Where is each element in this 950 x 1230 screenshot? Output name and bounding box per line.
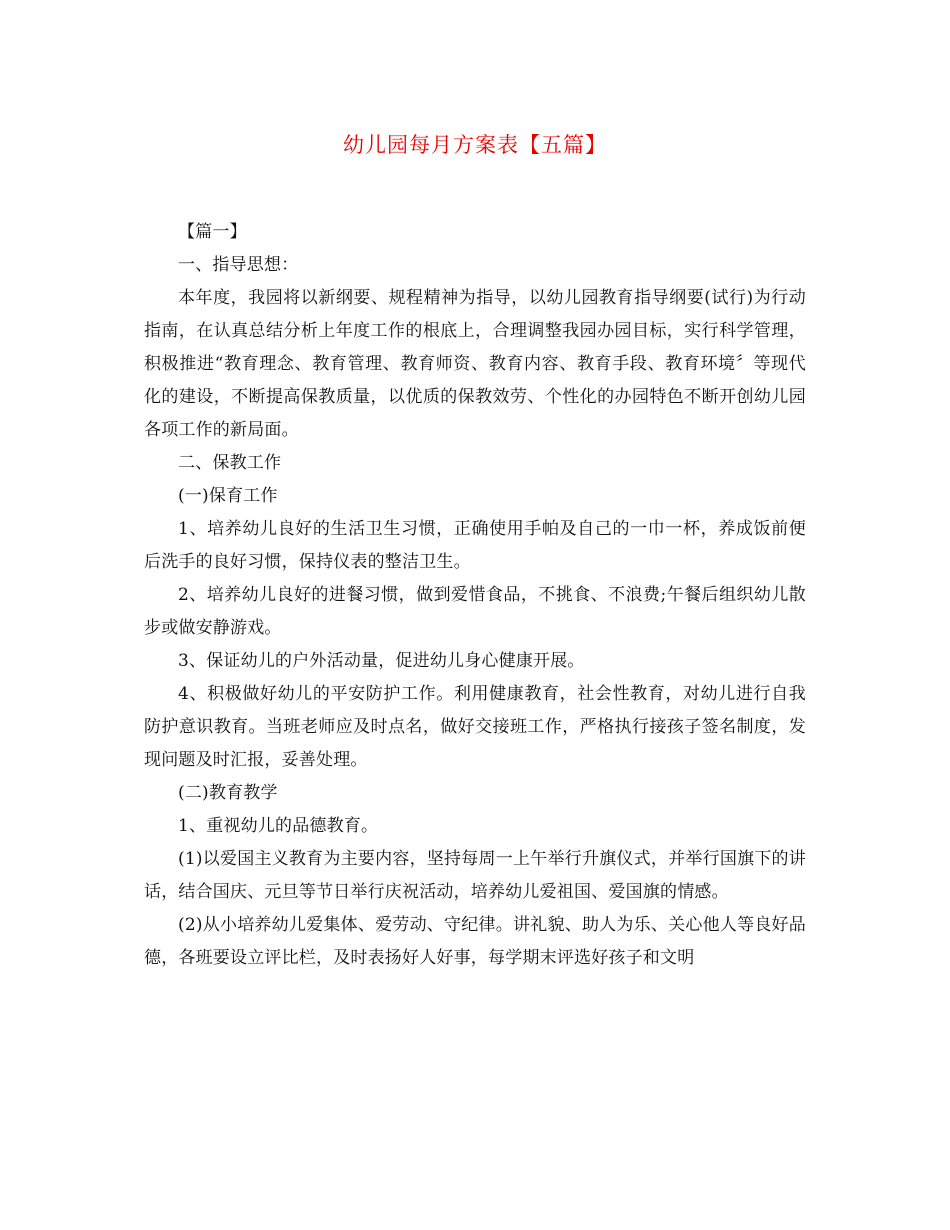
heading-care-education: 二、保教工作 xyxy=(178,453,282,473)
subheading-care-work: (一)保育工作 xyxy=(178,486,278,506)
heading-guiding-thought: 一、指导思想： xyxy=(178,255,299,275)
subheading-teaching: (二)教育教学 xyxy=(178,783,278,803)
document-title: 幼儿园每月方案表【五篇】 xyxy=(343,133,607,157)
paragraph: 2、培养幼儿良好的进餐习惯，做到爱惜食品，不挑食、不浪费;午餐后组织幼儿散步或做安静游戏。 xyxy=(144,585,806,638)
paragraph: (2)从小培养幼儿爱集体、爱劳动、守纪律。讲礼貌、助人为乐、关心他人等良好品德，各班要设立评比栏，及时表扬好人好事，每学期末评选好孩子和文明 xyxy=(144,915,806,968)
paragraph: (1)以爱国主义教育为主要内容，坚持每周一上午举行升旗仪式，并举行国旗下的讲话，结合国庆、元旦等节日举行庆祝活动，培养幼儿爱祖国、爱国旗的情感。 xyxy=(144,849,806,902)
document-body xyxy=(144,216,806,975)
paragraph: 4、积极做好幼儿的平安防护工作。利用健康教育，社会性教育，对幼儿进行自我防护意识教育。当班老师应及时点名，做好交接班工作，严格执行接孩子签名制度，发现问题及时汇报，妥善处理。 xyxy=(144,684,806,770)
paragraph: 本年度，我园将以新纲要、规程精神为指导，以幼儿园教育指导纲要(试行)为行动指南，在认真总结分析上年度工作的根底上，合理调整我园办园目标，实行科学管理，积极推进“教育理念、教育管理、教育师资、教育内容、教育手段、教育环境〞等现代化的建设，不断提高保教质量，以优质的保教效劳、个性化的办园特色不断开创幼儿园各项工作的新局面。 xyxy=(144,288,806,440)
paragraph: 1、培养幼儿良好的生活卫生习惯，正确使用手帕及自己的一巾一杯，养成饭前便后洗手的良好习惯，保持仪表的整洁卫生。 xyxy=(144,519,806,572)
paragraph: 1、重视幼儿的品德教育。 xyxy=(178,816,379,836)
section-heading: 【篇一】 xyxy=(178,222,247,242)
paragraph: 3、保证幼儿的户外活动量，促进幼儿身心健康开展。 xyxy=(178,651,585,671)
